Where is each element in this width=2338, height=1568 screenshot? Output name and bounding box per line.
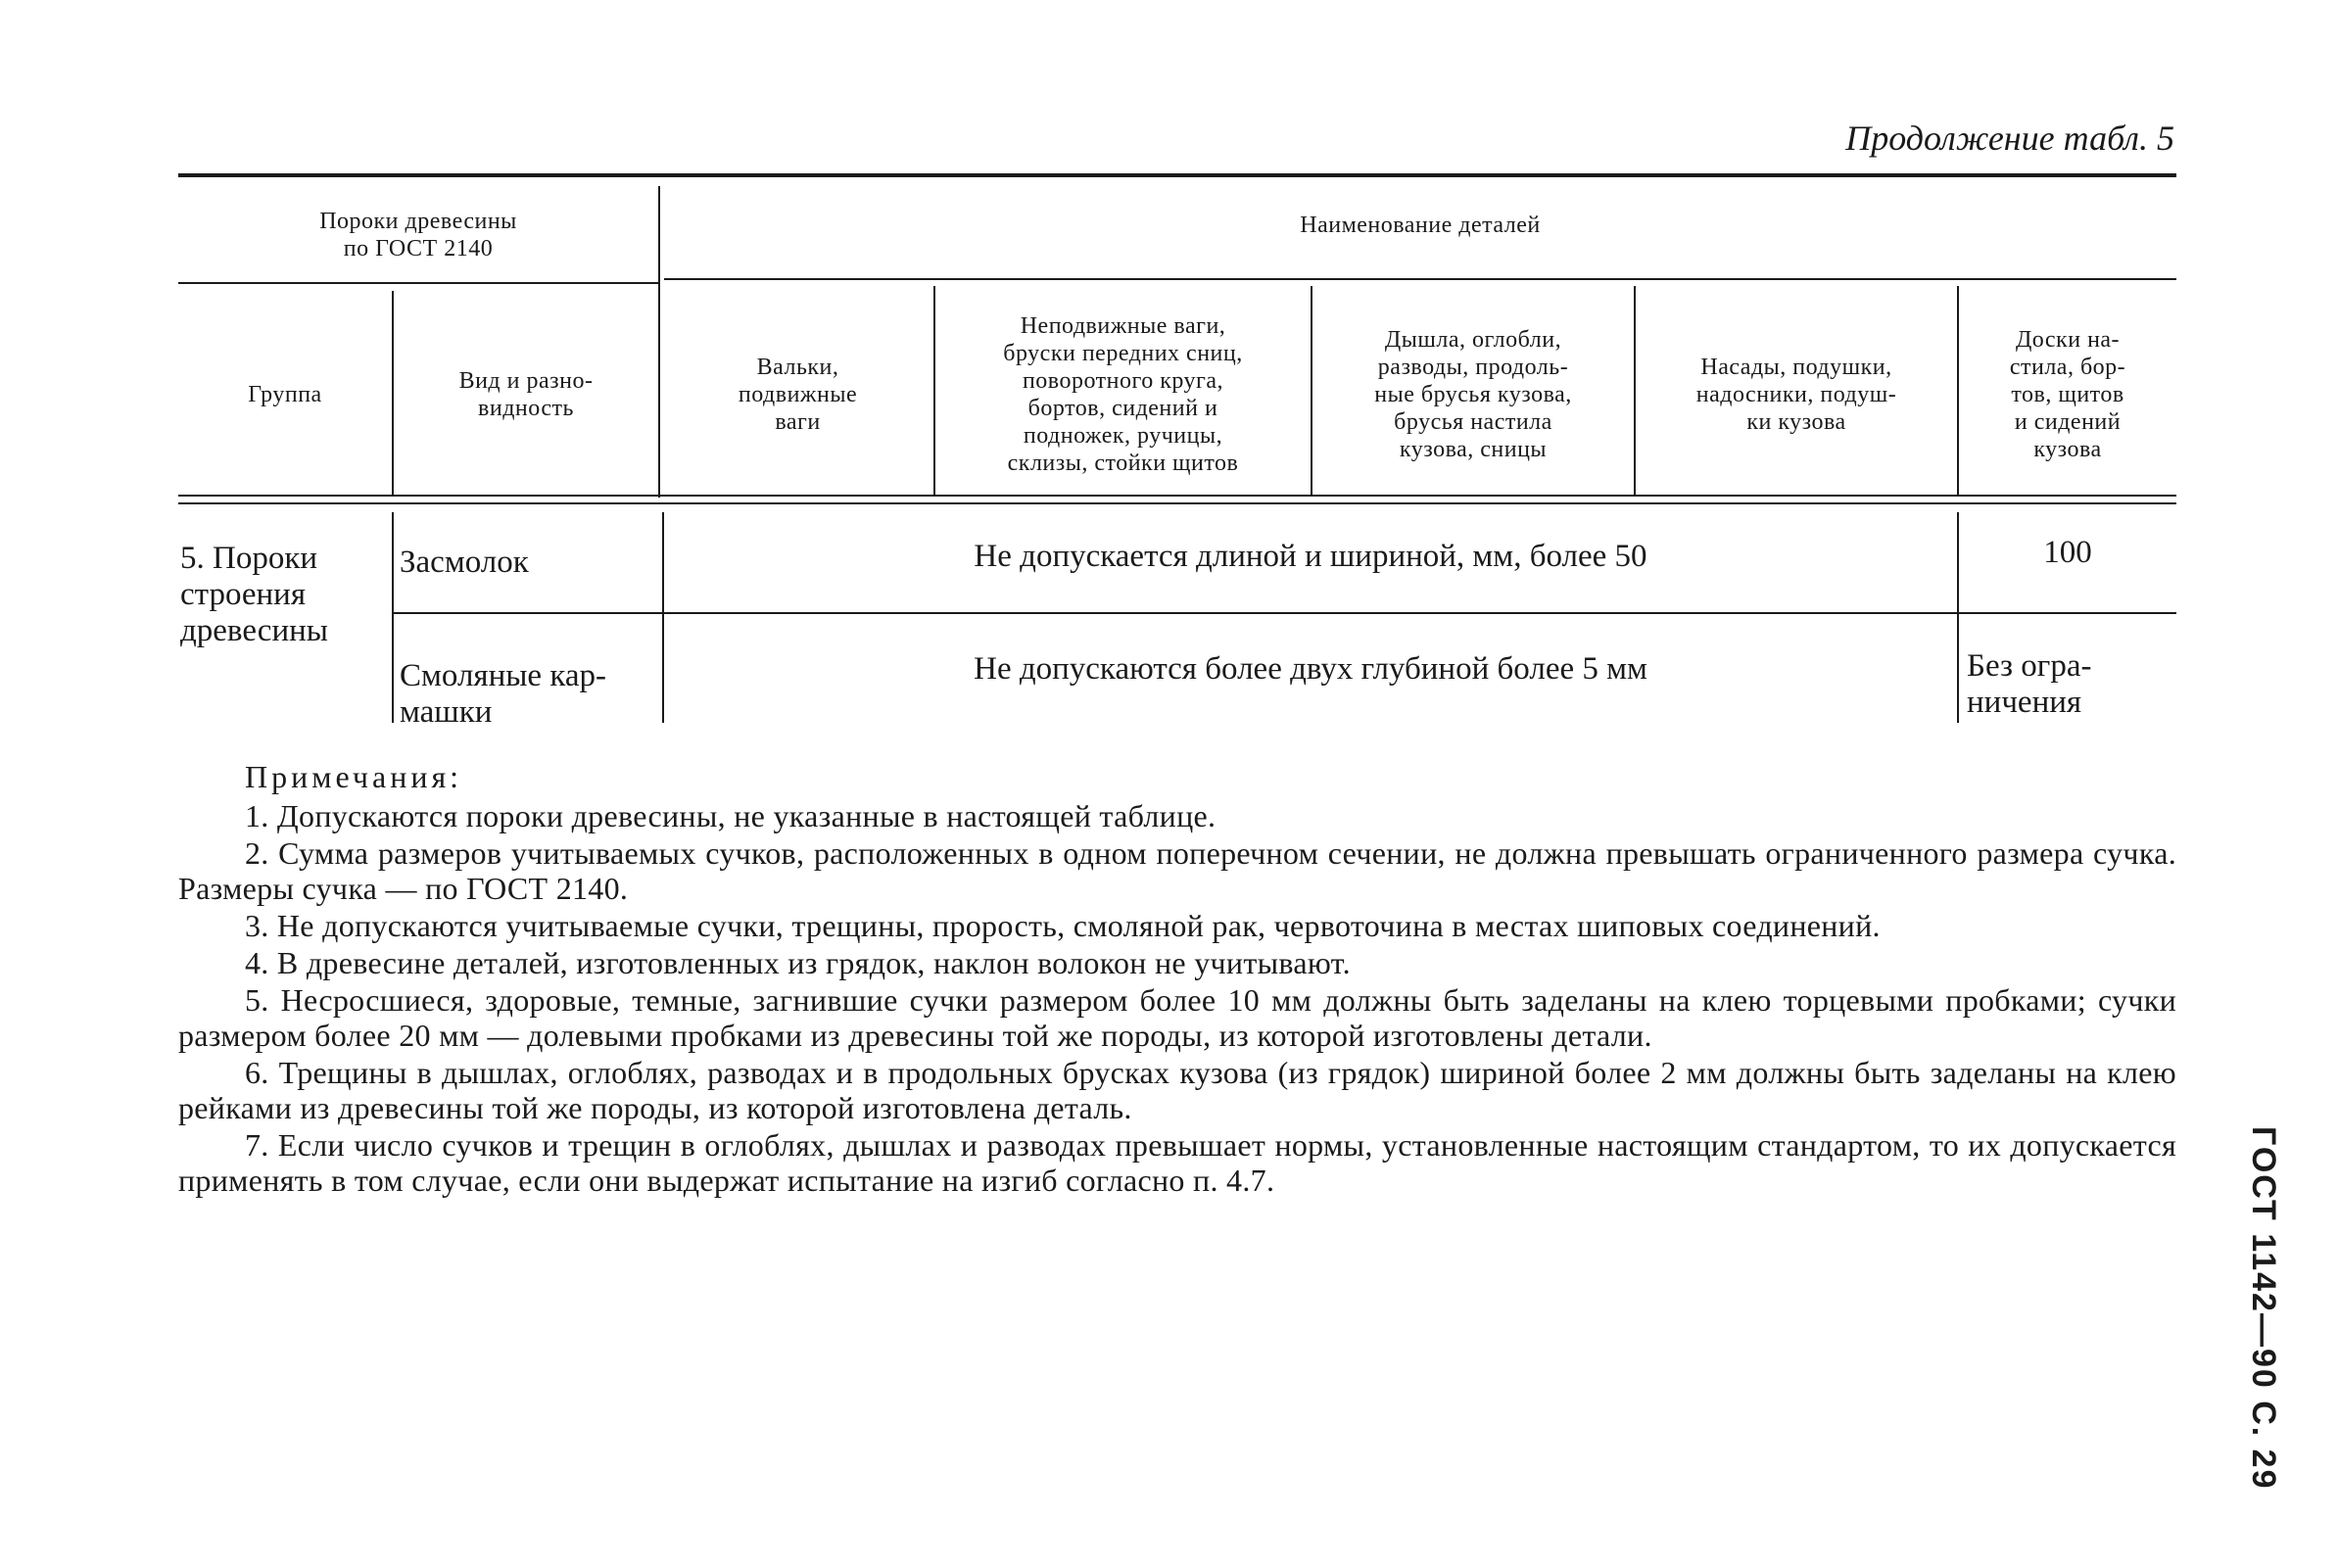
row2-boards [1967,648,2176,721]
header-col-fixed [935,294,1311,495]
row1-boards: 100 [2043,535,2092,570]
row2-kind [400,658,658,731]
header-col-boards [1959,294,2176,495]
header-col-rollers-line-3: ваги [775,408,821,435]
header-defects-line-1: Пороки древесины [319,209,517,234]
note-item: 5. Несросшиеся, здоровые, темные, загнившие сучки размером более 10 мм должны быть заделаны на клею торцевыми пробками; сучки размером более 20 мм — долевыми пробками из древесины той же породы, из которой изготовлены детали. [178,982,2176,1053]
col-divider-defects [658,186,660,498]
header-col-fixed-line-6: склизы, стойки щитов [1007,450,1239,476]
header-col-nozzles [1636,294,1957,495]
notes-section [178,759,2176,1200]
note-item: 2. Сумма размеров учитываемых сучков, расположенных в одном поперечном сечении, не должна превышать ограниченного размера сучка. Размеры сучка — по ГОСТ 2140. [178,835,2176,906]
row1-value: Не допускается длиной и шириной, мм, более 50 [974,539,1647,574]
group-line-3: древесины [180,613,328,648]
row-divider [394,612,2176,614]
header-col-nozzles-line-3: ки кузова [1746,408,1846,435]
header-bottom-rule-1 [178,495,2176,497]
header-defects-group [178,196,658,274]
header-defects-line-2: по ГОСТ 2140 [343,236,494,261]
header-col-fixed-line-2: бруски передних сниц, [1003,340,1243,366]
header-col-shafts-line-2: разводы, продоль- [1377,354,1569,380]
header-col-fixed-line-3: поворотного круга, [1022,367,1224,394]
header-col-boards-line-3: тов, щитов [2011,381,2124,407]
header-col-kind-line-2: видность [478,395,574,421]
group-line-2: строения [180,577,307,612]
group-line-1: 5. Пороки [180,541,318,576]
header-col-shafts [1312,294,1634,495]
header-col-shafts-line-1: Дышла, оглобли, [1384,326,1562,353]
header-mid-rule-right [664,278,2176,280]
col-divider-boards-body [1957,512,1959,723]
row2-boards-line-2: ничения [1967,685,2082,720]
header-col-shafts-line-5: кузова, сницы [1399,436,1548,462]
header-col-shafts-line-3: ные брусья кузова, [1374,381,1572,407]
header-details-label: Наименование деталей [1300,213,1541,238]
header-col-nozzles-line-1: Насады, подушки, [1700,354,1892,380]
note-item: 3. Не допускаются учитываемые сучки, трещины, прорость, смоляной рак, червоточина в местах шиповых соединений. [245,908,1881,943]
note-item: 6. Трещины в дышлах, оглоблях, разводах и в продольных брусках кузова (из грядок) шириной более 2 мм должны быть заделаны на клею рейками из древесины той же породы, из которой изготовлена деталь. [178,1055,2176,1125]
header-col-group-label: Группа [248,381,322,407]
header-bottom-rule-2 [178,502,2176,504]
header-col-boards-line-4: и сидений [2014,408,2122,435]
note-item: 7. Если число сучков и трещин в оглоблях, дышлах и разводах превышает нормы, установленные настоящим стандартом, то их допускается применять в том случае, если они выдержат испытание на изгиб согласно п. 4.7. [178,1127,2176,1198]
table-top-rule [178,173,2176,177]
header-col-kind-line-1: Вид и разно- [458,367,594,394]
row2-boards-line-1: Без огра- [1967,648,2092,684]
row2-kind-line-2: машки [400,694,493,730]
header-col-boards-line-2: стила, бор- [2009,354,2126,380]
row1-kind: Засмолок [400,545,529,580]
header-details-group [666,196,2174,255]
header-col-boards-line-5: кузова [2033,436,2102,462]
header-col-fixed-line-5: подножек, ручицы, [1023,422,1223,449]
note-item: 1. Допускаются пороки древесины, не указанные в настоящей таблице. [245,798,1217,833]
header-col-rollers-line-2: подвижные [738,381,858,407]
col-divider-kind-body [392,512,394,723]
row2-value: Не допускаются более двух глубиной более 5 мм [974,651,1647,687]
note-item: 4. В древесине деталей, изготовленных из грядок, наклон волокон не учитывают. [245,945,1351,980]
row2-kind-line-1: Смоляные кар- [400,658,607,693]
table-continuation-caption: Продолжение табл. 5 [1845,119,2174,158]
header-col-group [178,294,392,495]
standard-page-label: ГОСТ 1142—90 С. 29 [2245,1126,2282,1491]
header-col-rollers-line-1: Вальки, [756,354,839,380]
header-mid-rule-left [178,282,658,284]
header-col-boards-line-1: Доски на- [2015,326,2121,353]
header-col-kind [394,294,658,495]
header-col-fixed-line-1: Неподвижные ваги, [1020,312,1226,339]
header-col-rollers [662,294,933,495]
header-col-fixed-line-4: бортов, сидений и [1027,395,1218,421]
header-col-shafts-line-4: брусья настила [1394,408,1552,435]
group-cell [180,541,390,649]
col-divider-defects-body [662,512,664,723]
header-col-nozzles-line-2: надосники, подуш- [1695,381,1897,407]
notes-title: Примечания: [245,759,463,794]
